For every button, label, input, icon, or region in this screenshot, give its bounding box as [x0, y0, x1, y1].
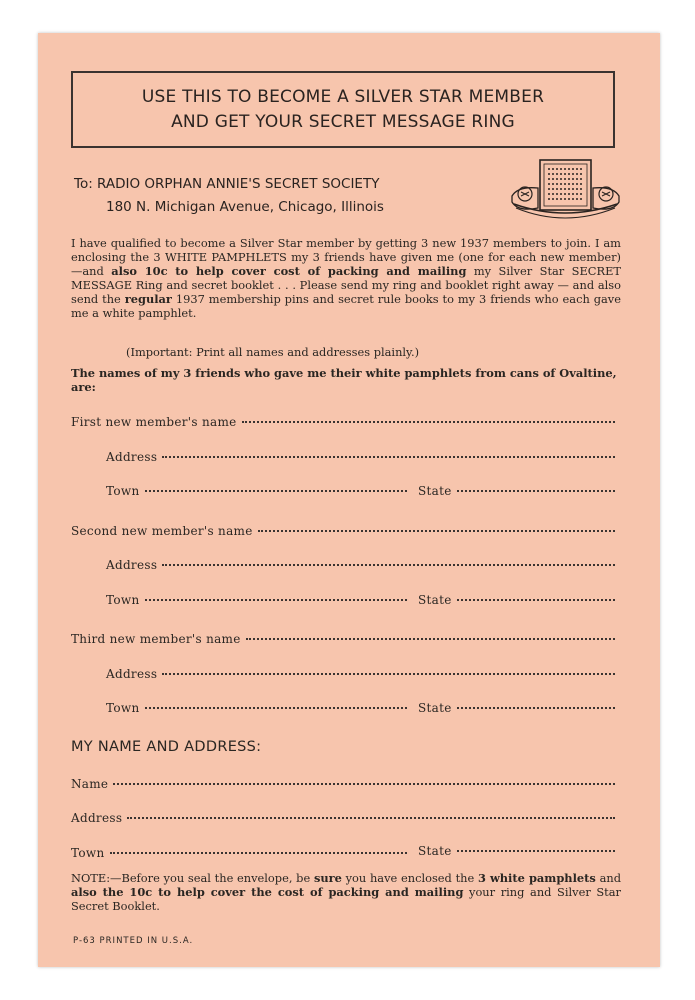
my-name-address-title: MY NAME AND ADDRESS:: [71, 739, 262, 755]
form-sheet: [38, 33, 660, 967]
member-1-address-field[interactable]: Address: [106, 449, 619, 465]
member-3-town-field[interactable]: Town: [106, 700, 411, 716]
recipient-address: [74, 173, 384, 219]
member-3-address-field[interactable]: Address: [106, 666, 619, 682]
my-town-field[interactable]: Town: [71, 845, 411, 861]
member-2-town-field[interactable]: Town: [106, 592, 411, 608]
print-code-footer: P-63 PRINTED IN U.S.A.: [73, 936, 194, 946]
ring-illustration-icon: [508, 156, 623, 228]
my-name-field[interactable]: Name: [71, 776, 619, 792]
member-2-name-field[interactable]: Second new member's name: [71, 523, 619, 539]
member-2-address-field[interactable]: Address: [106, 557, 619, 573]
member-1-state-field[interactable]: State: [418, 483, 619, 499]
member-2-state-field[interactable]: State: [418, 592, 619, 608]
envelope-note: NOTE:—Before you seal the envelope, be sure you have enclosed the 3 white pamphlets and also the 10c to help cover the cost of packing and mailing your ring and Silver Star Secret Booklet.: [71, 871, 621, 913]
my-state-field[interactable]: State: [418, 843, 619, 859]
member-1-name-field[interactable]: First new member's name: [71, 414, 619, 430]
qualification-paragraph: I have qualified to become a Silver Star member by getting 3 new 1937 members to join. I am enclosing the 3 WHITE PAMPHLETS my 3 friends have given me (one for each new member)—and also 10c to help cover cost of packing and mailing my Silver Star SECRET MESSAGE Ring and secret booklet . . . Please send my ring and booklet right away — and also send the regular 1937 membership pins and secret rule books to my 3 friends who each gave me a white pamphlet.: [71, 236, 621, 320]
member-1-town-field[interactable]: Town: [106, 483, 411, 499]
my-address-field[interactable]: Address: [71, 810, 619, 826]
recipient-to: To: RADIO ORPHAN ANNIE'S SECRET SOCIETY: [74, 176, 380, 192]
header-banner: [71, 71, 615, 148]
recipient-street: 180 N. Michigan Avenue, Chicago, Illinois: [106, 199, 384, 215]
header-line-2: AND GET YOUR SECRET MESSAGE RING: [171, 111, 515, 132]
important-note: (Important: Print all names and addresses plainly.): [126, 345, 420, 359]
member-3-state-field[interactable]: State: [418, 700, 619, 716]
member-3-name-field[interactable]: Third new member's name: [71, 631, 619, 647]
friends-heading: The names of my 3 friends who gave me their white pamphlets from cans of Ovaltine, are:: [71, 366, 617, 394]
header-line-1: USE THIS TO BECOME A SILVER STAR MEMBER: [141, 86, 545, 107]
